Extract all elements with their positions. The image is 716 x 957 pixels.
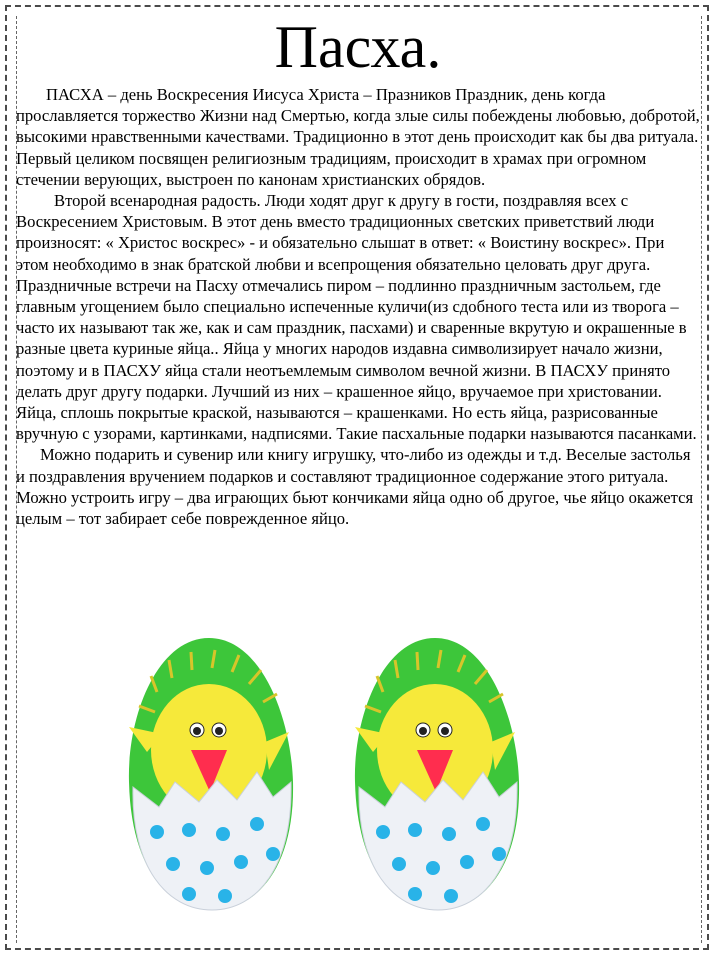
paragraph-4: Можно устроить игру – два играющих бьют кончиками яйца одно об другое, чье яйцо окажется целым – тот забирает себе поврежденное яйцо. xyxy=(16,487,694,529)
paragraph-3: Можно подарить и сувенир или книгу игрушку, что-либо из одежды и т.д. Веселые застолья и поздравления вручением подарков и составляют традиционное содержание этого ритуала. xyxy=(16,445,691,486)
paragraph-2: Второй всенародная радость. Люди ходят друг к другу в гости, поздравляя всех с Воскресением Христовым. В этот день вместо традиционных светских приветствий люди произносят: « Христос воскрес» - и обязательно слышат в ответ: « Воистину воскрес». При этом необходимо в знак братской любви и всепрощения обязательно целовать друг друга. Праздничные встречи на Пасху отмечались пиром – подлинно праздничным застольем, где главным угощением было специально испеченные куличи(из сдобного теста или из творога – часто их называют так же, как и сам праздник, пасхами) и сваренные вкрутую и окрашенные в разные цвета куриные яйца.. Яйца у многих народов издавна символизирует начало жизни, поэтому и в ПАСХУ яйца стали неотъемлемым символом вечной жизни. В ПАСХУ принято делать друг другу подарки. Лучший из них – крашенное яйцо, вручаемое при христовании. Яйца, сплошь покрытые краской, называются – крашенками. Но есть яйца, разрисованные вручную с узорами, картинками, надписями. Такие пасхальные подарки называются пасанками. xyxy=(16,191,697,444)
chick-illustration xyxy=(117,632,302,917)
paragraph-1: ПАСХА – день Воскресения Иисуса Христа – Празников Праздник, день когда прославляется торжество Жизни над Смертью, когда злые силы побеждены любовью, добротой, высокими нравственными качествами. Традиционно в этот день происходит как бы два ритуала. Первый целиком посвящен религиозным традициям, происходит в храмах при огромном стечении верующих, выстроен по канонам христианских обрядов. xyxy=(16,85,700,189)
chick-in-egg-image-right xyxy=(343,632,528,917)
article-body xyxy=(16,84,700,529)
page-title: Пасха. xyxy=(274,14,442,80)
chick-illustration xyxy=(343,632,528,917)
chick-in-egg-image-left xyxy=(117,632,302,917)
